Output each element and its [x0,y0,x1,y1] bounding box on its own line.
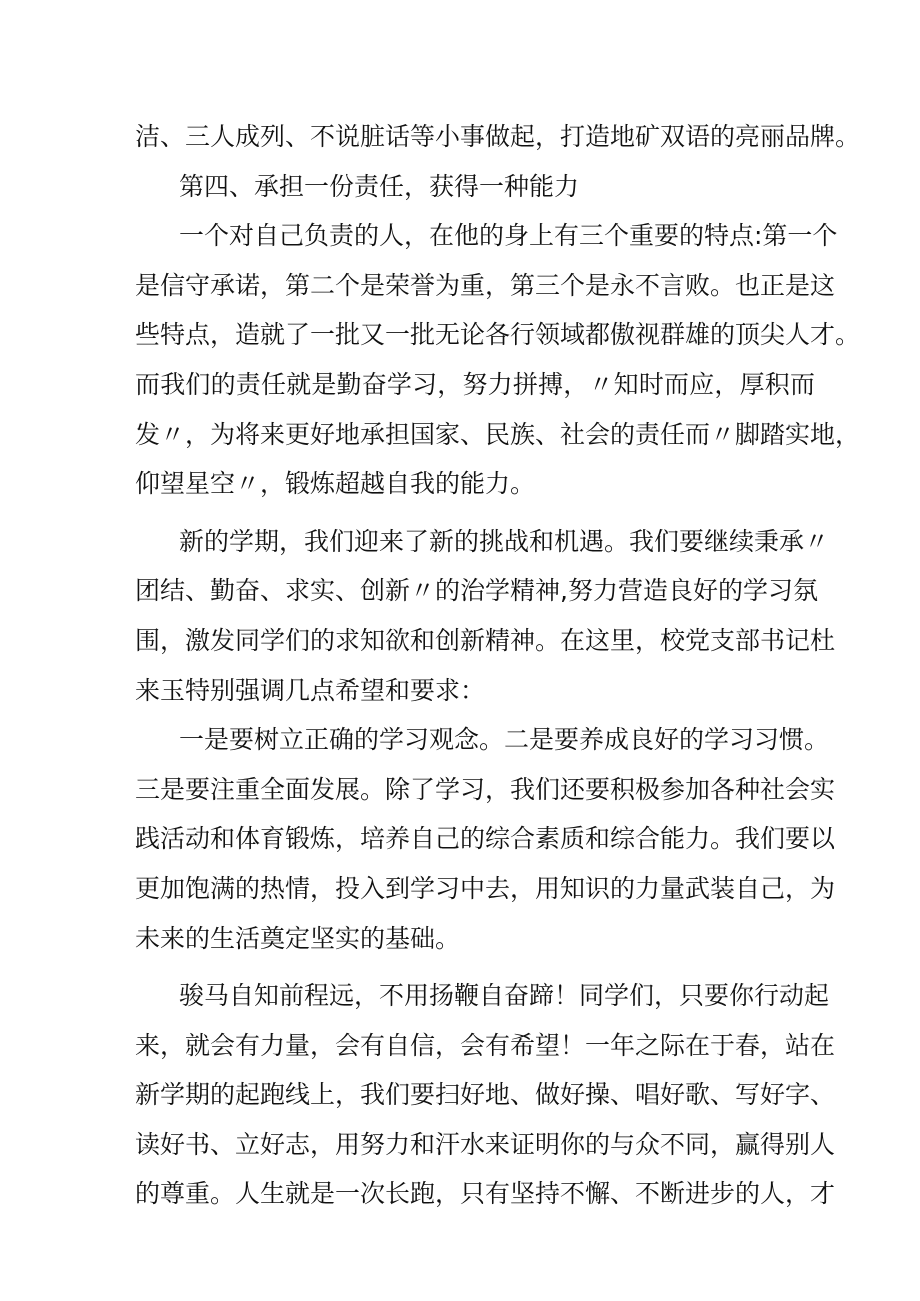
text-line-21: 读好书、立好志，用努力和汗水来证明你的与众不同，赢得别人 [135,1129,836,1159]
text-line-9: 新的学期，我们迎来了新的挑战和机遇。我们要继续秉承〃 [179,526,830,556]
text-line-16: 更加饱满的热情，投入到学习中去，用知识的力量武装自己，为 [135,873,836,903]
text-line-20: 新学期的起跑线上，我们要扫好地、做好操、唱好歌、写好字、 [135,1080,836,1110]
text-line-5: 些特点，造就了一批又一批无论各行领域都傲视群雄的顶尖人才。 [135,320,861,350]
text-line-18: 骏马自知前程远，不用扬鞭自奋蹄！同学们，只要你行动起 [179,981,830,1011]
text-line-7: 发〃，为将来更好地承担国家、民族、社会的责任而〃脚踏实地， [135,419,861,449]
text-line-22: 的尊重。人生就是一次长跑，只有坚持不懈、不断进步的人，才 [135,1179,836,1209]
text-line-12: 来玉特别强调几点希望和要求： [135,675,486,705]
text-line-8: 仰望星空〃，锻炼超越自我的能力。 [135,469,536,499]
text-line-15: 践活动和体育锻炼，培养自己的综合素质和综合能力。我们要以 [135,824,836,854]
section-heading: 第四、承担一份责任，获得一种能力 [179,171,580,201]
text-line-6: 而我们的责任就是勤奋学习，努力拼搏，〃知时而应，厚积而 [135,369,815,399]
text-line-14: 三是要注重全面发展。除了学习，我们还要积极参加各种社会实 [135,774,836,804]
body-text [135,112,861,1219]
text-line-1: 洁、三人成列、不说脏话等小事做起，打造地矿双语的亮丽品牌。 [135,122,861,151]
text-line-4: 是信守承诺，第二个是荣誉为重，第三个是永不言败。也正是这 [135,270,836,300]
text-line-10: 团结、勤奋、求实、创新〃的治学精神,努力营造良好的学习氛 [135,576,818,606]
text-line-19: 来，就会有力量，会有自信，会有希望！一年之际在于春，站在 [135,1030,836,1060]
text-line-13: 一是要树立正确的学习观念。二是要养成良好的学习习惯。 [179,725,830,755]
text-line-17: 未来的生活奠定坚实的基础。 [135,923,461,953]
text-line-3: 一个对自己负责的人，在他的身上有三个重要的特点:第一个 [179,221,838,251]
text-line-11: 围，激发同学们的求知欲和创新精神。在这里，校党支部书记杜 [135,625,836,655]
